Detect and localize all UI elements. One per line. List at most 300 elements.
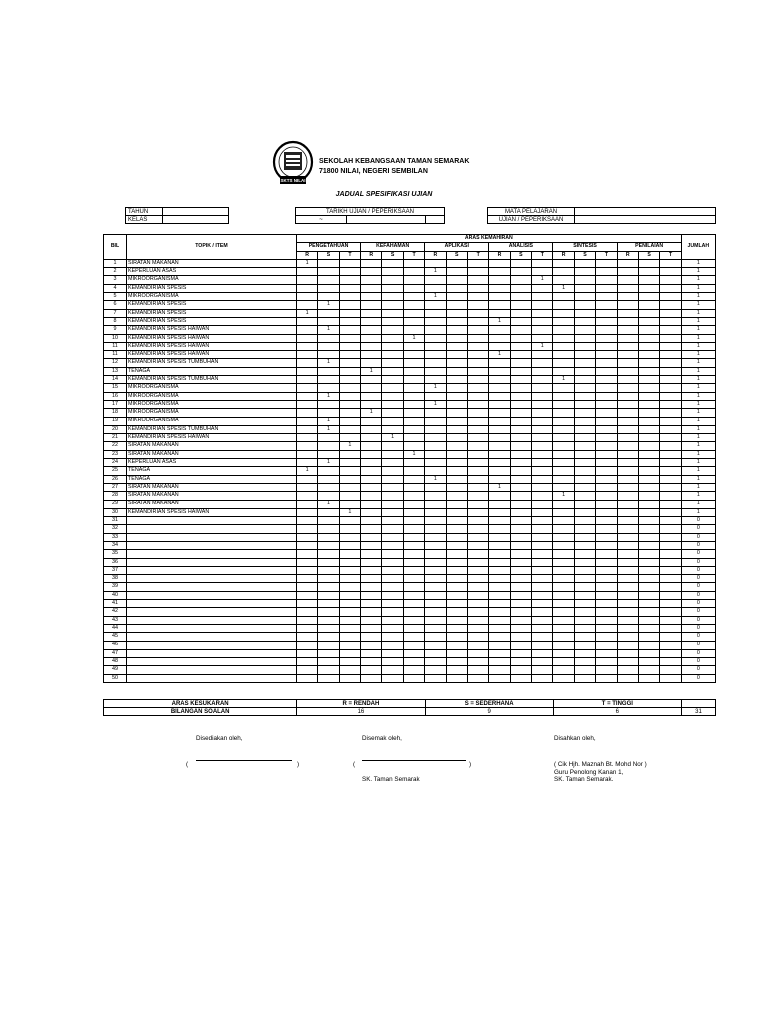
mark-cell (425, 301, 446, 309)
mark-cell (660, 508, 681, 516)
mark-cell (596, 550, 617, 558)
mark-cell (510, 442, 531, 450)
mark-cell (403, 301, 424, 309)
row-topic: KEMANDIRIAN SPESIS (126, 284, 296, 292)
mark-cell (467, 591, 488, 599)
mark-cell (638, 326, 659, 334)
mark-cell (489, 525, 510, 533)
mark-cell (446, 641, 467, 649)
mark-cell (617, 616, 638, 624)
tarikh-end-field[interactable] (347, 216, 426, 224)
mark-cell (425, 434, 446, 442)
mark-cell (489, 417, 510, 425)
mark-cell (361, 467, 382, 475)
mark-cell (510, 500, 531, 508)
row-topic: SIRATAN MAKANAN (126, 500, 296, 508)
mark-cell (574, 649, 595, 657)
mark-cell (574, 400, 595, 408)
row-number: 40 (104, 591, 127, 599)
tarikh-start-field[interactable]: ~ (296, 216, 347, 224)
mark-cell (361, 649, 382, 657)
mark-cell (617, 517, 638, 525)
mark-cell (467, 492, 488, 500)
row-total: 0 (681, 525, 715, 533)
mark-cell (510, 317, 531, 325)
mark-cell (403, 384, 424, 392)
mark-cell (574, 608, 595, 616)
mark-cell (403, 575, 424, 583)
row-total: 1 (681, 500, 715, 508)
mark-cell (489, 392, 510, 400)
mark-cell (403, 317, 424, 325)
mark-cell (574, 508, 595, 516)
mark-cell (532, 608, 553, 616)
mark-cell (339, 342, 360, 350)
mark-cell (553, 583, 574, 591)
approver-post: Guru Penolong Kanan 1, (554, 768, 624, 776)
table-row (104, 259, 716, 267)
mark-cell (532, 459, 553, 467)
mark-cell (425, 666, 446, 674)
mark-cell (660, 459, 681, 467)
mark-cell (339, 376, 360, 384)
mark-cell (361, 392, 382, 400)
mark-cell (489, 284, 510, 292)
mark-cell (296, 376, 317, 384)
table-row (104, 301, 716, 309)
mark-cell (361, 334, 382, 342)
mark-cell (489, 591, 510, 599)
mark-cell (361, 293, 382, 301)
mark-cell (532, 317, 553, 325)
mark-cell (617, 649, 638, 657)
row-total: 0 (681, 608, 715, 616)
mark-cell (596, 674, 617, 682)
mark-cell (361, 459, 382, 467)
mark-cell (361, 301, 382, 309)
mark-cell (660, 633, 681, 641)
specification-table (103, 234, 716, 683)
row-topic: MIKROORGANISMA (126, 417, 296, 425)
mark-cell (296, 400, 317, 408)
tarikh-extra-field[interactable] (426, 216, 445, 224)
mark-cell (403, 442, 424, 450)
table-row (104, 284, 716, 292)
ujian-field[interactable] (575, 216, 716, 224)
mark-cell (425, 417, 446, 425)
mark-cell (446, 459, 467, 467)
mark-cell (489, 541, 510, 549)
mark-cell (532, 442, 553, 450)
mark-cell (382, 417, 403, 425)
mark-cell (446, 500, 467, 508)
mark-cell (403, 409, 424, 417)
mark-cell (532, 616, 553, 624)
row-total: 1 (681, 434, 715, 442)
mark-cell (425, 558, 446, 566)
mark-cell (553, 417, 574, 425)
mark-cell (617, 334, 638, 342)
tahun-field[interactable] (163, 208, 229, 216)
row-number: 13 (104, 367, 127, 375)
mark-cell (296, 600, 317, 608)
mark-cell (489, 425, 510, 433)
mark-cell (339, 475, 360, 483)
mark-cell (660, 376, 681, 384)
mark-cell (617, 475, 638, 483)
mark-cell (446, 517, 467, 525)
mark-cell (382, 641, 403, 649)
mark-cell (296, 284, 317, 292)
mark-cell (361, 583, 382, 591)
mark-cell (318, 317, 339, 325)
mark-cell (361, 342, 382, 350)
sederhana-count: 9 (425, 708, 553, 716)
mark-cell (361, 666, 382, 674)
mark-cell (660, 384, 681, 392)
kelas-field[interactable] (163, 216, 229, 224)
row-topic: SIRATAN MAKANAN (126, 492, 296, 500)
mark-cell (574, 492, 595, 500)
level-header: SINTESIS (553, 243, 617, 251)
mark-cell (574, 276, 595, 284)
mark-cell (596, 351, 617, 359)
mark-cell (467, 317, 488, 325)
mark-cell (574, 658, 595, 666)
mark-cell (596, 517, 617, 525)
mark-cell (467, 558, 488, 566)
mark-cell (553, 674, 574, 682)
mark-cell (446, 268, 467, 276)
row-total: 1 (681, 450, 715, 458)
mark-cell (596, 384, 617, 392)
mark-cell (296, 293, 317, 301)
mark-cell (596, 326, 617, 334)
mark-cell (296, 658, 317, 666)
mark-cell (446, 450, 467, 458)
mark-cell (574, 525, 595, 533)
mark-cell (467, 400, 488, 408)
mark-cell (553, 658, 574, 666)
mark-cell (617, 591, 638, 599)
mark-cell (574, 442, 595, 450)
mark-cell (382, 541, 403, 549)
mark-cell (510, 384, 531, 392)
mark-cell (574, 558, 595, 566)
mark-cell (361, 268, 382, 276)
bil-header: BIL (104, 235, 127, 260)
mark-cell (617, 492, 638, 500)
row-topic (126, 624, 296, 632)
mark-cell (510, 467, 531, 475)
mark-cell (382, 359, 403, 367)
mark-cell (339, 641, 360, 649)
mark-cell (296, 633, 317, 641)
mark-cell (660, 517, 681, 525)
mark-cell (617, 301, 638, 309)
mark-cell (467, 293, 488, 301)
mark-cell (296, 517, 317, 525)
mark-cell (318, 268, 339, 276)
mark-cell (425, 467, 446, 475)
mark-cell (617, 384, 638, 392)
row-number: 16 (104, 392, 127, 400)
mark-cell (339, 359, 360, 367)
mark-cell: 1 (361, 409, 382, 417)
mark-cell (296, 434, 317, 442)
mark-cell (553, 259, 574, 267)
mark-cell (339, 434, 360, 442)
table-row (104, 293, 716, 301)
row-topic: KEMANDIRIAN SPESIS (126, 301, 296, 309)
mark-cell (510, 400, 531, 408)
mark-cell (574, 500, 595, 508)
mark-cell (574, 342, 595, 350)
mark-cell (296, 317, 317, 325)
mark-cell (361, 575, 382, 583)
mark-cell (638, 459, 659, 467)
mark-cell (638, 259, 659, 267)
mark-cell (489, 367, 510, 375)
mark-cell (339, 409, 360, 417)
mark-cell (446, 442, 467, 450)
mark-cell (553, 293, 574, 301)
mark-cell (403, 566, 424, 574)
mark-cell (532, 483, 553, 491)
mark-cell (382, 268, 403, 276)
mark-cell (467, 483, 488, 491)
mark-cell (553, 309, 574, 317)
row-number: 9 (104, 326, 127, 334)
mark-cell (489, 550, 510, 558)
mark-cell (425, 483, 446, 491)
mark-cell (339, 317, 360, 325)
row-number: 18 (104, 409, 127, 417)
mark-cell (403, 616, 424, 624)
mark-cell (403, 641, 424, 649)
mark-cell (403, 525, 424, 533)
mark-cell (596, 342, 617, 350)
row-number: 20 (104, 425, 127, 433)
mark-cell (296, 351, 317, 359)
rendah-label: R = RENDAH (297, 700, 425, 708)
mark-cell (489, 666, 510, 674)
row-total: 1 (681, 475, 715, 483)
mark-cell (510, 558, 531, 566)
mark-cell: 1 (553, 492, 574, 500)
mark-cell (617, 666, 638, 674)
mark-cell (489, 384, 510, 392)
mark-cell (489, 633, 510, 641)
tinggi-label: T = TINGGI (553, 700, 681, 708)
row-number: 32 (104, 525, 127, 533)
mark-cell (446, 600, 467, 608)
row-total: 1 (681, 301, 715, 309)
mark-cell (510, 608, 531, 616)
mark-cell (532, 591, 553, 599)
row-number: 48 (104, 658, 127, 666)
disemak-label: Disemak oleh, (362, 735, 402, 742)
table-row (104, 392, 716, 400)
mark-cell (638, 591, 659, 599)
mark-cell (446, 608, 467, 616)
mark-cell (553, 541, 574, 549)
topik-header: TOPIK / ITEM (126, 235, 296, 260)
mark-cell (638, 575, 659, 583)
mark-cell (467, 409, 488, 417)
row-topic: TENAGA (126, 367, 296, 375)
mark-cell (617, 317, 638, 325)
mark-cell (318, 376, 339, 384)
mark-cell (318, 284, 339, 292)
row-topic (126, 608, 296, 616)
mark-cell (296, 616, 317, 624)
mata-field[interactable] (575, 208, 716, 216)
mark-cell (553, 649, 574, 657)
mark-cell (574, 293, 595, 301)
row-total: 1 (681, 367, 715, 375)
mark-cell (339, 591, 360, 599)
mark-cell (660, 367, 681, 375)
row-number: 2 (104, 268, 127, 276)
mark-cell (467, 475, 488, 483)
mark-cell (382, 376, 403, 384)
mark-cell (467, 658, 488, 666)
mark-cell (361, 591, 382, 599)
mark-cell (296, 417, 317, 425)
mark-cell (403, 342, 424, 350)
mark-cell (467, 525, 488, 533)
mark-cell (574, 309, 595, 317)
mark-cell (318, 259, 339, 267)
mark-cell (467, 641, 488, 649)
mark-cell (382, 351, 403, 359)
table-row (104, 500, 716, 508)
mark-cell (596, 475, 617, 483)
mark-cell (382, 649, 403, 657)
mark-cell (596, 483, 617, 491)
mark-cell (403, 591, 424, 599)
mark-cell: 1 (532, 276, 553, 284)
sub-header: T (403, 251, 424, 259)
mark-cell (382, 550, 403, 558)
row-number: 36 (104, 558, 127, 566)
mark-cell (638, 367, 659, 375)
mark-cell (467, 467, 488, 475)
mark-cell (382, 533, 403, 541)
mark-cell (339, 334, 360, 342)
mark-cell (574, 450, 595, 458)
mark-cell (596, 583, 617, 591)
row-topic: KEMANDIRIAN SPESIS HAIWAN (126, 334, 296, 342)
mark-cell (617, 558, 638, 566)
mark-cell (553, 384, 574, 392)
mark-cell (382, 492, 403, 500)
mark-cell (296, 500, 317, 508)
mark-cell (425, 583, 446, 591)
mark-cell (532, 384, 553, 392)
mark-cell (596, 400, 617, 408)
mark-cell: 1 (339, 508, 360, 516)
paren-open-2: ( (353, 761, 356, 768)
row-total: 1 (681, 442, 715, 450)
mark-cell (489, 575, 510, 583)
mark-cell (532, 558, 553, 566)
sub-header: R (553, 251, 574, 259)
mark-cell (553, 301, 574, 309)
mark-cell: 1 (318, 500, 339, 508)
row-topic (126, 558, 296, 566)
mark-cell (638, 276, 659, 284)
mark-cell (339, 500, 360, 508)
row-number: 22 (104, 442, 127, 450)
mark-cell (296, 425, 317, 433)
mark-cell (660, 450, 681, 458)
mark-cell: 1 (403, 334, 424, 342)
row-total: 0 (681, 517, 715, 525)
mark-cell: 1 (361, 367, 382, 375)
mark-cell (596, 591, 617, 599)
mark-cell (532, 425, 553, 433)
mark-cell (446, 558, 467, 566)
mark-cell (638, 442, 659, 450)
sub-header: T (467, 251, 488, 259)
row-number: 49 (104, 666, 127, 674)
meta-table-left (125, 207, 229, 224)
table-row (104, 467, 716, 475)
mark-cell (446, 674, 467, 682)
mark-cell (446, 666, 467, 674)
mark-cell (339, 550, 360, 558)
row-number: 21 (104, 434, 127, 442)
mark-cell (638, 351, 659, 359)
table-row (104, 425, 716, 433)
mark-cell (339, 624, 360, 632)
sederhana-label: S = SEDERHANA (425, 700, 553, 708)
row-number: 42 (104, 608, 127, 616)
mark-cell (510, 624, 531, 632)
mark-cell (446, 384, 467, 392)
mark-cell (574, 359, 595, 367)
mark-cell (403, 517, 424, 525)
row-number: 15 (104, 384, 127, 392)
row-total: 0 (681, 624, 715, 632)
mark-cell (467, 600, 488, 608)
mark-cell (425, 334, 446, 342)
mark-cell (596, 268, 617, 276)
summary-table (103, 699, 716, 716)
mark-cell (532, 583, 553, 591)
mark-cell (296, 550, 317, 558)
sub-header: S (574, 251, 595, 259)
mark-cell (446, 409, 467, 417)
row-topic: SIRATAN MAKANAN (126, 259, 296, 267)
mark-cell (596, 641, 617, 649)
mark-cell (596, 467, 617, 475)
mark-cell (467, 541, 488, 549)
mark-cell (510, 475, 531, 483)
mark-cell (296, 442, 317, 450)
mark-cell (361, 284, 382, 292)
mark-cell (382, 459, 403, 467)
mark-cell (296, 666, 317, 674)
mark-cell (532, 508, 553, 516)
mark-cell (318, 384, 339, 392)
row-topic (126, 550, 296, 558)
mark-cell (382, 483, 403, 491)
mark-cell (318, 367, 339, 375)
mark-cell (403, 359, 424, 367)
